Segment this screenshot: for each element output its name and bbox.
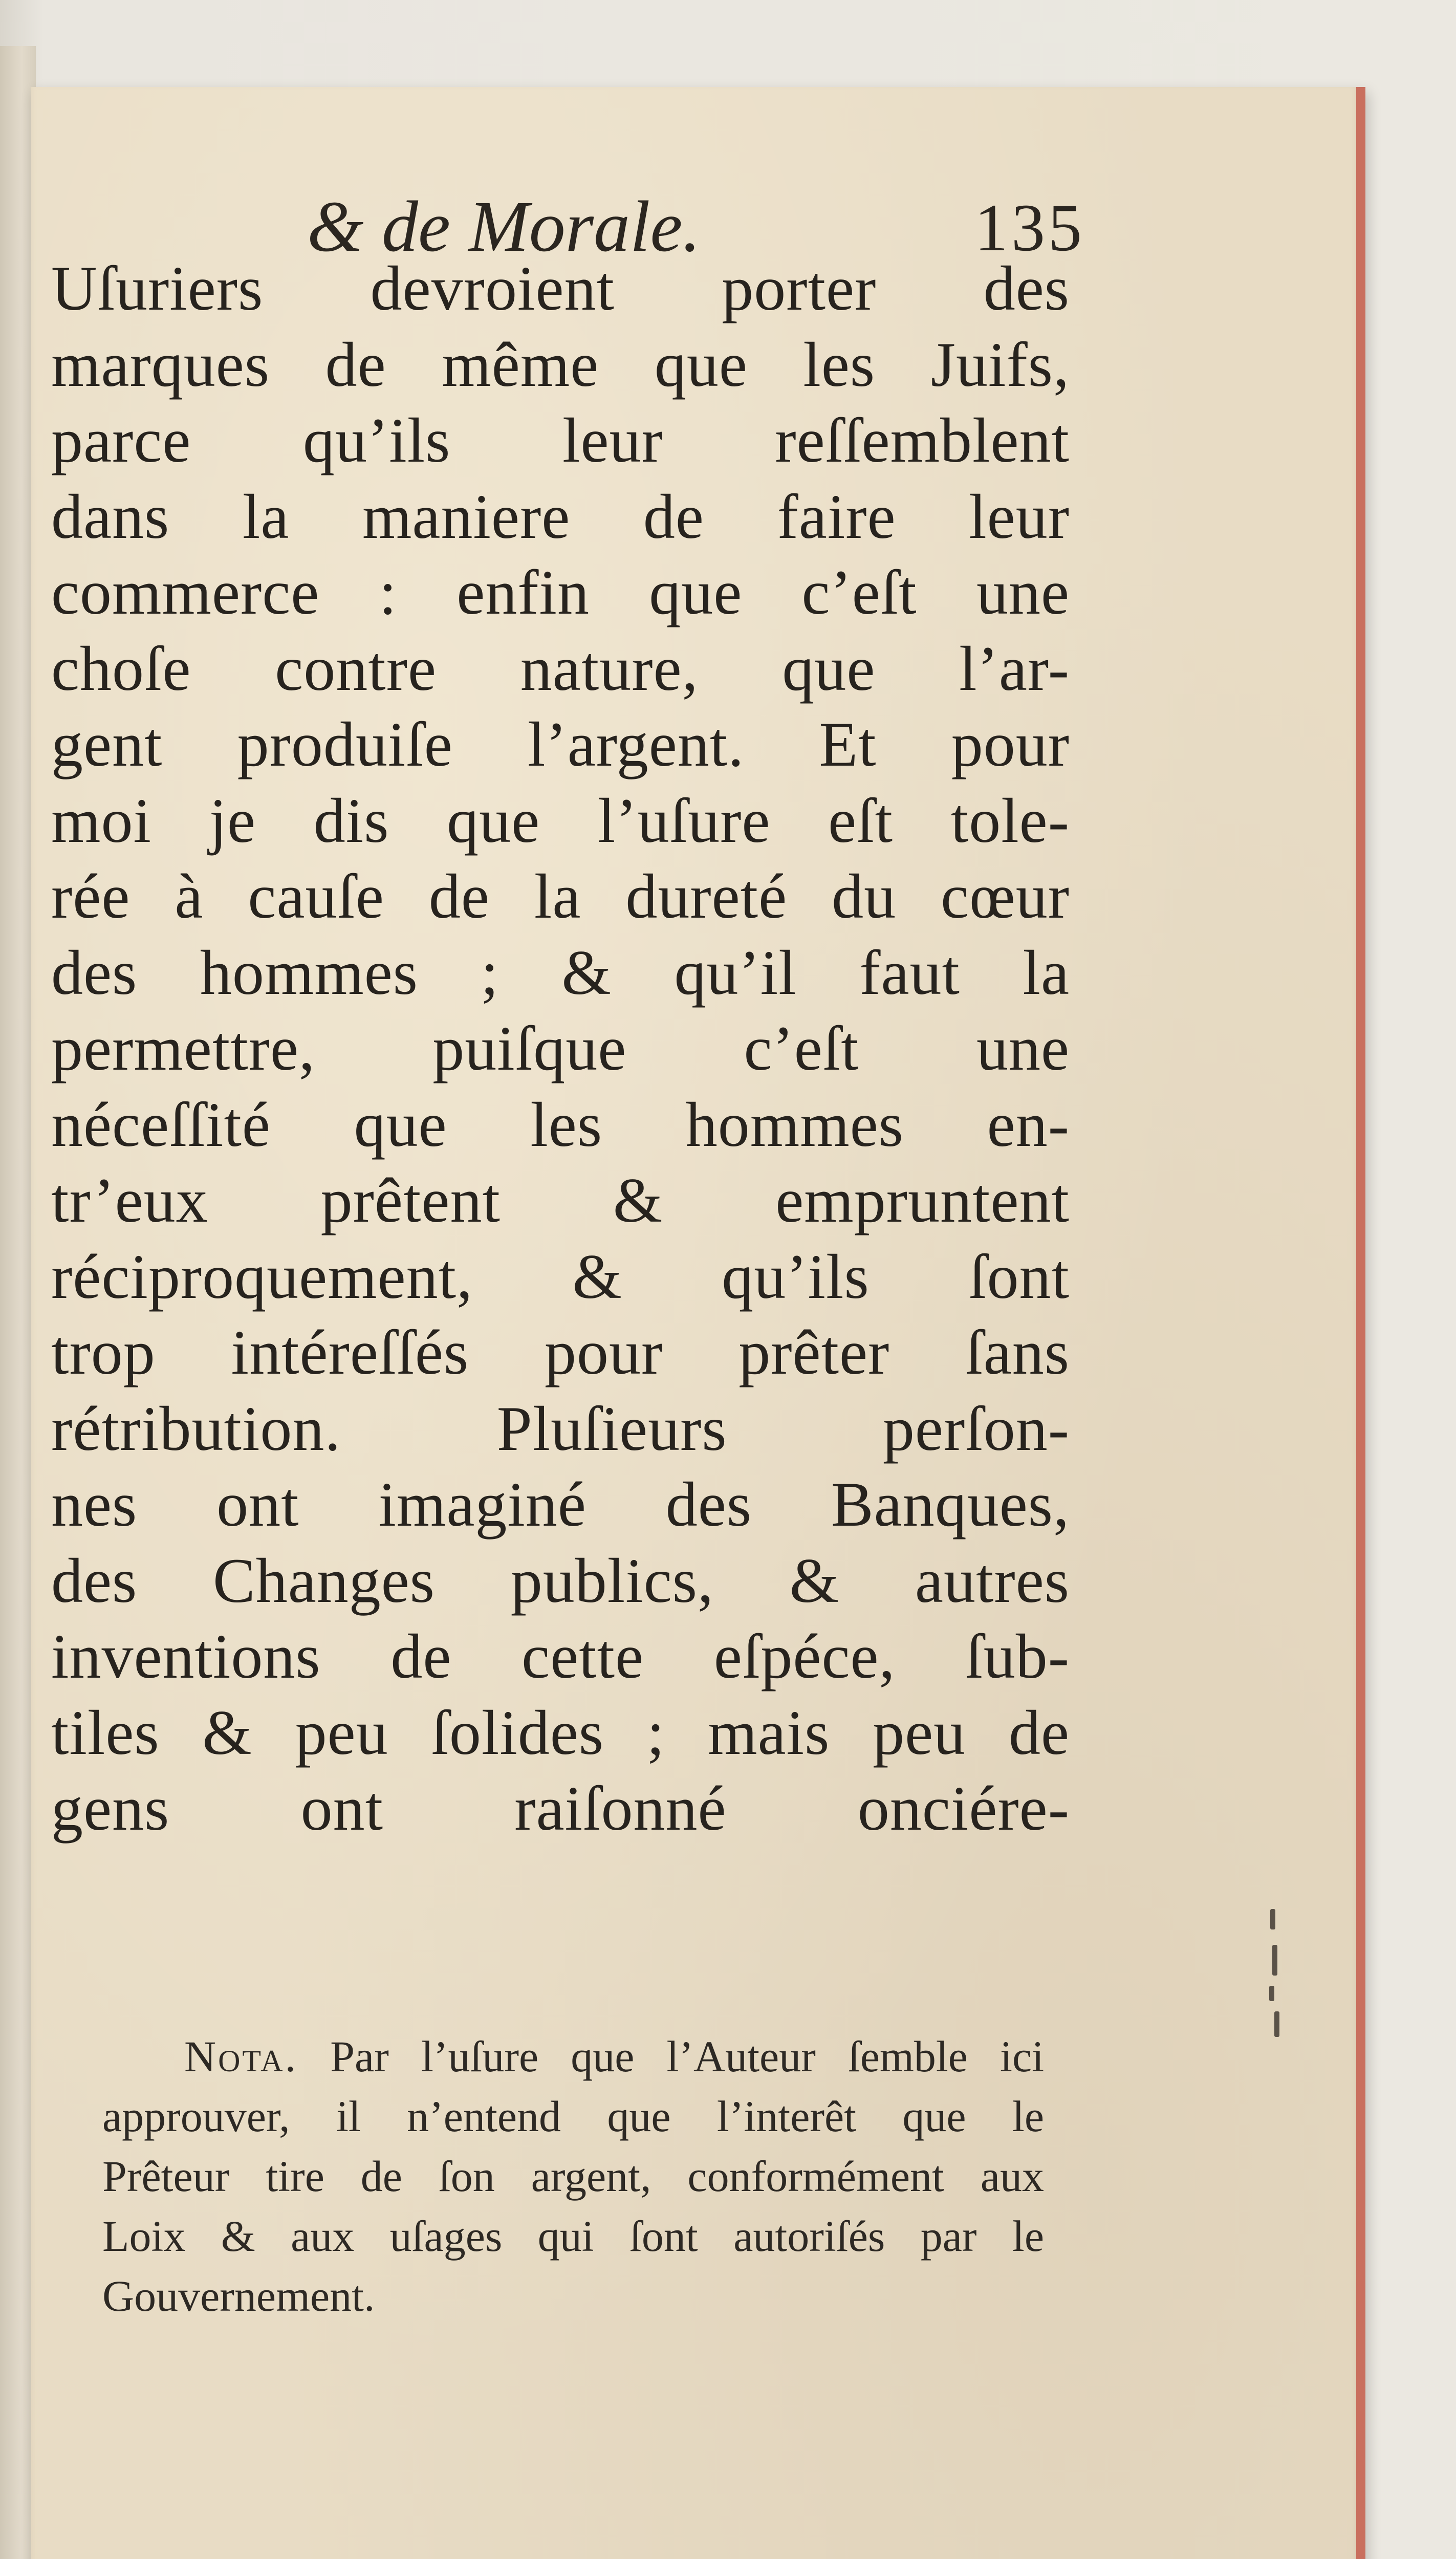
footnote-line: Loix & aux uſages qui ſont autoriſés par le (102, 2211, 1044, 2261)
footnote-text: Par l’uſure que l’Auteur ſemble ici (330, 2032, 1044, 2081)
text-line: permettre, puiſque c’eſt une (51, 1013, 1070, 1083)
footnote-first-line (102, 2027, 1044, 2087)
footnote-line: Prêteur tire de ſon argent, conformément aux (102, 2152, 1044, 2201)
text-line: marques de même que les Juifs, (51, 329, 1070, 400)
margin-ink-marks (1264, 1909, 1285, 2052)
text-line: moi je dis que l’uſure eſt tole- (51, 785, 1070, 856)
footnote-label: Nota. (184, 2032, 298, 2081)
book-page (31, 87, 1365, 2559)
text-line: dans la maniere de faire leur (51, 481, 1070, 552)
text-line: des hommes ; & qu’il faut la (51, 937, 1070, 1008)
text-line: tiles & peu ſolides ; mais peu de (51, 1697, 1070, 1768)
text-line: Uſuriers devroient porter des (51, 253, 1070, 323)
footnote-line: Gouvernement. (102, 2271, 375, 2321)
text-line: parce qu’ils leur reſſemblent (51, 405, 1070, 475)
text-line: néceſſité que les hommes en- (51, 1089, 1070, 1160)
running-head: & de Morale. (307, 186, 701, 267)
text-line: nes ont imaginé des Banques, (51, 1469, 1070, 1539)
text-line: gent produiſe l’argent. Et pour (51, 709, 1070, 779)
text-line: choſe contre nature, que l’ar- (51, 633, 1070, 704)
footnote (102, 2027, 1044, 2326)
text-line: tr’eux prêtent & empruntent (51, 1165, 1070, 1235)
text-line: gens ont raiſonné onciére- (51, 1773, 1070, 1844)
footnote-line: approuver, il n’entend que l’interêt que le (102, 2092, 1044, 2141)
page-number: 135 (974, 190, 1085, 265)
body-text (51, 251, 1070, 1847)
text-line: rée à cauſe de la dureté du cœur (51, 861, 1070, 931)
text-line: rétribution. Pluſieurs perſon- (51, 1393, 1070, 1464)
text-line: des Changes publics, & autres (51, 1545, 1070, 1616)
text-line: commerce : enfin que c’eſt une (51, 557, 1070, 627)
text-line: réciproquement, & qu’ils ſont (51, 1241, 1070, 1312)
text-line: trop intéreſſés pour prêter ſans (51, 1317, 1070, 1387)
text-line: inventions de cette eſpéce, ſub- (51, 1621, 1070, 1691)
